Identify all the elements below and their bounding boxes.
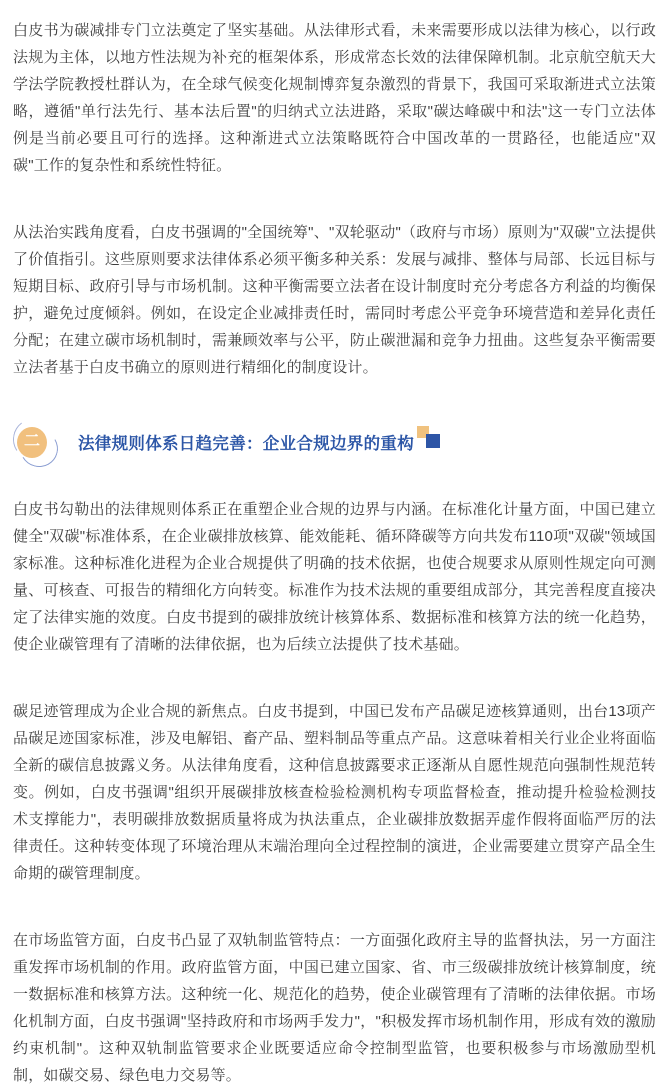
section-number-badge-icon	[13, 421, 65, 471]
paragraph-legislation-foundation: 白皮书为碳减排专门立法奠定了坚实基础。从法律形式看，未来需要形成以法律为核心，以行政法规为主体，以地方性法规为补充的框架体系，形成常态长效的法律保障机制。北京航空航天大学法学院教授杜群认为，在全球气候变化规制博弈复杂激烈的背景下，我国可采取渐进式立法策略，遵循"单行法先行、基本法后置"的归纳式立法进路，采取"碳达峰碳中和法"这一专门立法体例是当前必要且可行的选择。这种渐进式立法策略既符合中国改革的一贯路径，也能适应"双碳"工作的复杂性和系统性特征。	[13, 22, 656, 174]
paragraph-legal-practice-principles: 从法治实践角度看，白皮书强调的"全国统筹"、"双轮驱动"（政府与市场）原则为"双碳"立法提供了价值指引。这些原则要求法律体系必须平衡多种关系：发展与减排、整体与局部、长远目标与短期目标、政府引导与市场机制。这种平衡需要立法者在设计制度时充分考虑各方利益的均衡保护，避免过度倾斜。例如，在设定企业减排责任时，需同时考虑公平竞争环境营造和差异化责任分配；在建立碳市场机制时，需兼顾效率与公平，防止碳泄漏和竞争力扭曲。这些复杂平衡需要立法者基于白皮书确立的原则进行精细化的制度设计。	[13, 224, 656, 376]
number-circle-icon	[17, 427, 47, 458]
section-number-text: 二	[23, 432, 40, 450]
paragraph-standards-system: 白皮书勾勒出的法律规则体系正在重塑企业合规的边界与内涵。在标准化计量方面，中国已建立健全"双碳"标准体系，在企业碳排放核算、能效能耗、循环降碳等方向共发布110项"双碳"领域国家标准。这种标准化进程为企业合规提供了明确的技术依据，也使合规要求从原则性规定向可测量、可核查、可报告的精细化方向转变。标准作为技术法规的重要组成部分，其完善程度直接决定了法律实施的效度。白皮书提到的碳排放统计核算体系、数据标准和核算方法的统一化趋势，使企业碳管理有了清晰的法律依据，也为后续立法提供了技术基础。	[13, 501, 656, 653]
section-title: 法律规则体系日趋完善：企业合规边界的重构	[78, 435, 414, 453]
title-corner-squares-icon	[416, 426, 444, 452]
paragraph-carbon-footprint-compliance: 碳足迹管理成为企业合规的新焦点。白皮书提到，中国已发布产品碳足迹核算通则，出台13项产品碳足迹国家标准，涉及电解铝、畜产品、塑料制品等重点产品。这意味着相关行业企业将面临全新的碳信息披露义务。从法律角度看，这种信息披露要求正逐渐从自愿性规范向强制性规范转变。例如，白皮书强调"组织开展碳排放核查检验检测机构专项监督检查，推动提升检验检测技术支撑能力"，表明碳排放数据质量将成为执法重点，企业碳排放数据弄虚作假将面临严厉的法律责任。这种转变体现了环境治理从末端治理向全过程控制的演进，企业需要建立贯穿产品全生命期的碳管理制度。	[13, 703, 656, 882]
blue-square-icon	[426, 434, 440, 448]
paragraph-market-supervision: 在市场监管方面，白皮书凸显了双轨制监管特点：一方面强化政府主导的监督执法，另一方面注重发挥市场机制的作用。政府监管方面，中国已建立国家、省、市三级碳排放统计核算制度，统一数据标准和核算方法。这种统一化、规范化的趋势，使企业碳管理有了清晰的法律依据。市场化机制方面，白皮书强调"坚持政府和市场两手发力"，"积极发挥市场机制作用，形成有效的激励约束机制"。这种双轨制监管要求企业既要适应命令控制型监管，也要积极参与市场激励型机制，如碳交易、绿色电力交易等。	[13, 932, 656, 1084]
section-header	[13, 421, 656, 471]
